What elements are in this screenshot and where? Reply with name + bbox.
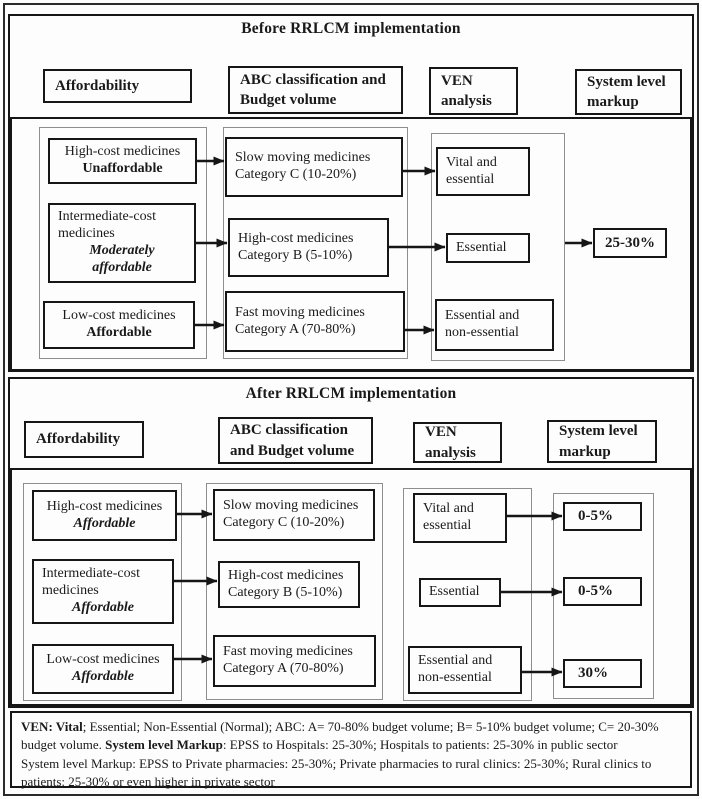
before-header-abc	[228, 66, 403, 114]
header-line: Affordability	[55, 77, 140, 94]
after-title: After RRLCM implementation	[245, 385, 457, 402]
box-line: Fast moving medicines	[223, 644, 353, 660]
before-abc-box-category-b	[228, 218, 389, 277]
after-ven-box-essential	[419, 578, 501, 607]
box-status: Affordable	[73, 515, 136, 531]
box-line: Essential and non-essential	[445, 308, 520, 340]
after-markup-box-1	[563, 502, 642, 531]
after-header-abc	[218, 417, 373, 464]
box-line: Vital and essential	[446, 154, 497, 187]
header-line: System level	[559, 423, 638, 440]
box-line: Category A (70-80%)	[235, 321, 356, 337]
after-ven-box-vital-essential	[413, 493, 507, 543]
box-name: Intermediate-cost medicines	[58, 209, 156, 242]
footnote	[10, 711, 692, 788]
box-status: Unaffordable	[82, 161, 163, 176]
before-abc-box-category-a	[225, 291, 405, 352]
box-name: High-cost medicines	[64, 144, 181, 160]
footnote-text: VEN: Vital; Essential; Non-Essential (Normal); ABC: A= 70-80% budget volume; B= 5-10% budget volume; C= 20-30% budget volume. System level Markup: EPSS to Hospitals: 25-30%; Hospitals to patients: 25-30% in public sector System level Markup: EPSS to Private pharmacies: 25-30%; Private pharmacies to rural clinics: 25-30%; Rural clinics to patients: 25-30% or even higher in private sector	[21, 719, 659, 790]
markup-value: 0-5%	[578, 583, 613, 599]
box-line: Slow moving medicines	[223, 498, 359, 514]
before-ven-box-vital-essential	[436, 147, 530, 196]
box-line: High-cost medicines	[238, 230, 354, 246]
box-line: Essential and non-essential	[418, 653, 493, 685]
after-abc-box-category-c	[213, 489, 375, 541]
before-title: Before RRLCM implementation	[241, 20, 461, 37]
markup-value: 25-30%	[605, 234, 655, 251]
box-line: Category C (10-20%)	[223, 515, 345, 530]
header-line: markup	[559, 443, 611, 460]
after-abc-box-category-a	[213, 635, 376, 687]
before-ven-box-essential-nonessential	[435, 299, 554, 351]
before-ven-box-essential	[446, 233, 530, 263]
header-line: ABC classification	[230, 422, 348, 439]
box-name: High-cost medicines	[46, 498, 163, 514]
after-header-markup	[547, 420, 657, 463]
before-header-ven	[429, 67, 518, 115]
box-status: Affordable	[72, 599, 134, 615]
after-abc-box-category-b	[218, 561, 360, 608]
after-header-affordability	[24, 421, 144, 458]
header-line: System level	[587, 73, 666, 90]
after-markup-box-2	[563, 577, 642, 606]
after-afford-box-low-cost	[32, 644, 174, 694]
box-line: Essential	[456, 239, 507, 255]
box-line: High-cost medicines	[228, 567, 344, 583]
box-status: Moderately affordable	[89, 243, 155, 275]
before-afford-box-intermediate	[48, 203, 196, 283]
before-afford-box-low-cost	[43, 301, 195, 349]
header-line: Budget volume	[240, 92, 337, 108]
markup-value: 0-5%	[578, 508, 613, 524]
header-line: VEN	[425, 424, 457, 441]
header-line: Affordability	[36, 431, 121, 448]
header-line: and Budget volume	[230, 442, 355, 459]
after-afford-box-intermediate	[32, 559, 174, 624]
box-line: Category B (5-10%)	[238, 247, 353, 263]
header-line: ABC classification and	[240, 71, 386, 88]
before-abc-box-category-c	[225, 137, 403, 197]
header-line: analysis	[425, 444, 476, 461]
box-line: Category C (10-20%)	[235, 167, 357, 182]
after-ven-box-essential-nonessential	[408, 646, 522, 694]
before-header-markup	[575, 69, 682, 115]
before-markup-box	[593, 228, 667, 258]
box-name: Low-cost medicines	[62, 308, 176, 324]
box-status: Affordable	[86, 325, 152, 340]
header-line: VEN	[441, 72, 473, 89]
before-afford-box-high-cost	[48, 138, 197, 184]
box-line: Category A (70-80%)	[223, 661, 344, 676]
markup-value: 30%	[578, 665, 608, 681]
box-name: Low-cost medicines	[46, 652, 160, 668]
box-line: Essential	[429, 584, 480, 600]
box-name: Intermediate-cost medicines	[42, 566, 140, 599]
box-line: Slow moving medicines	[235, 150, 371, 166]
box-line: Category B (5-10%)	[228, 584, 343, 600]
after-afford-box-high-cost	[32, 490, 177, 541]
after-markup-box-3	[563, 659, 642, 688]
box-line: Vital and essential	[423, 501, 474, 533]
before-header-affordability	[43, 69, 192, 103]
after-header-ven	[413, 422, 502, 463]
box-line: Fast moving medicines	[235, 304, 365, 320]
header-line: markup	[587, 94, 639, 110]
header-line: analysis	[441, 93, 492, 109]
box-status: Affordable	[72, 669, 134, 684]
